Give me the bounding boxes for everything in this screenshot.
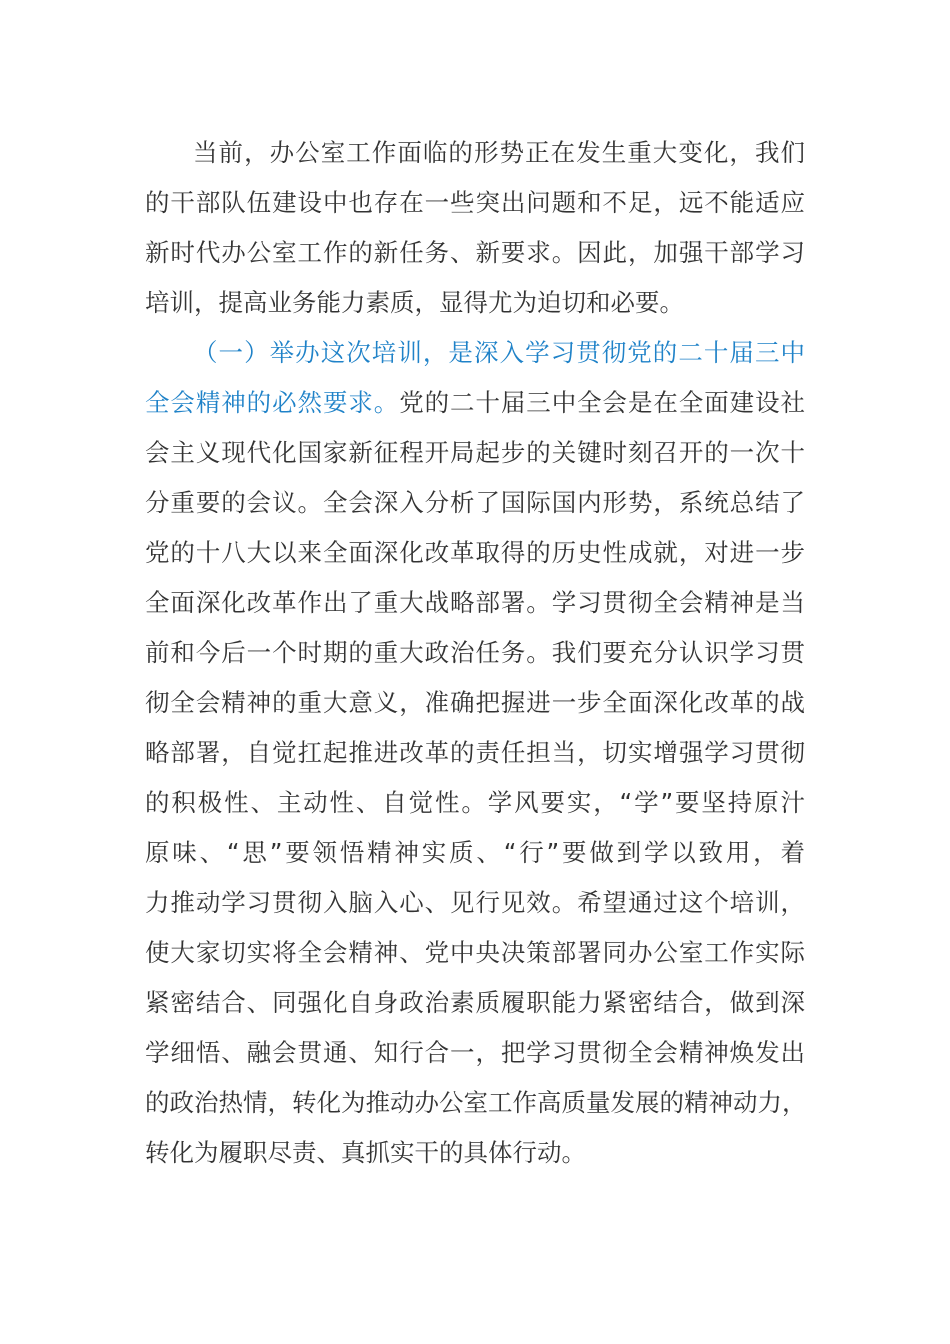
- paragraph-line: 培训，提高业务能力素质，显得尤为迫切和必要。: [145, 288, 684, 317]
- paragraph-line: 力推动学习贯彻入脑入心、见行见效。希望通过这个培训，: [145, 888, 805, 917]
- paragraph-line: 学细悟、融会贯通、知行合一，把学习贯彻全会精神焕发出: [145, 1038, 805, 1067]
- paragraph-intro: [145, 128, 805, 328]
- paragraph-line: 彻全会精神的重大意义，准确把握进一步全面深化改革的战: [145, 688, 805, 717]
- paragraph-line: 转化为履职尽责、真抓实干的具体行动。: [145, 1138, 586, 1167]
- paragraph-line: 分重要的会议。全会深入分析了国际国内形势，系统总结了: [145, 488, 805, 517]
- paragraph-line: 原味、“思”要领悟精神实质、“行”要做到学以致用，着: [145, 838, 805, 867]
- paragraph-line: 使大家切实将全会精神、党中央决策部署同办公室工作实际: [145, 938, 805, 967]
- paragraph-text: 党的二十届三中全会是在全面建设社: [399, 388, 806, 417]
- paragraph-line: 的积极性、主动性、自觉性。学风要实，“学”要坚持原汁: [145, 788, 805, 817]
- paragraph-line: 当前，办公室工作面临的形势正在发生重大变化，我们: [193, 138, 805, 167]
- paragraph-line: 前和今后一个时期的重大政治任务。我们要充分认识学习贯: [145, 638, 805, 667]
- paragraph-line: 的政治热情，转化为推动办公室工作高质量发展的精神动力，: [145, 1088, 807, 1117]
- paragraph-section-one: [145, 328, 805, 1178]
- section-heading-line: 全会精神的必然要求。: [145, 388, 400, 417]
- paragraph-line: 党的十八大以来全面深化改革取得的历史性成就，对进一步: [145, 538, 805, 567]
- paragraph-line: 全面深化改革作出了重大战略部署。学习贯彻全会精神是当: [145, 588, 805, 617]
- paragraph-line: 新时代办公室工作的新任务、新要求。因此，加强干部学习: [145, 238, 805, 267]
- document-page: [145, 128, 805, 1178]
- paragraph-line: [145, 378, 805, 428]
- paragraph-line: 会主义现代化国家新征程开局起步的关键时刻召开的一次十: [145, 438, 805, 467]
- paragraph-line: 紧密结合、同强化自身政治素质履职能力紧密结合，做到深: [145, 988, 805, 1017]
- section-heading-line: （一）举办这次培训，是深入学习贯彻党的二十届三中: [193, 338, 805, 367]
- paragraph-line: 略部署，自觉扛起推进改革的责任担当，切实增强学习贯彻: [145, 738, 805, 767]
- paragraph-line: 的干部队伍建设中也存在一些突出问题和不足，远不能适应: [145, 188, 805, 217]
